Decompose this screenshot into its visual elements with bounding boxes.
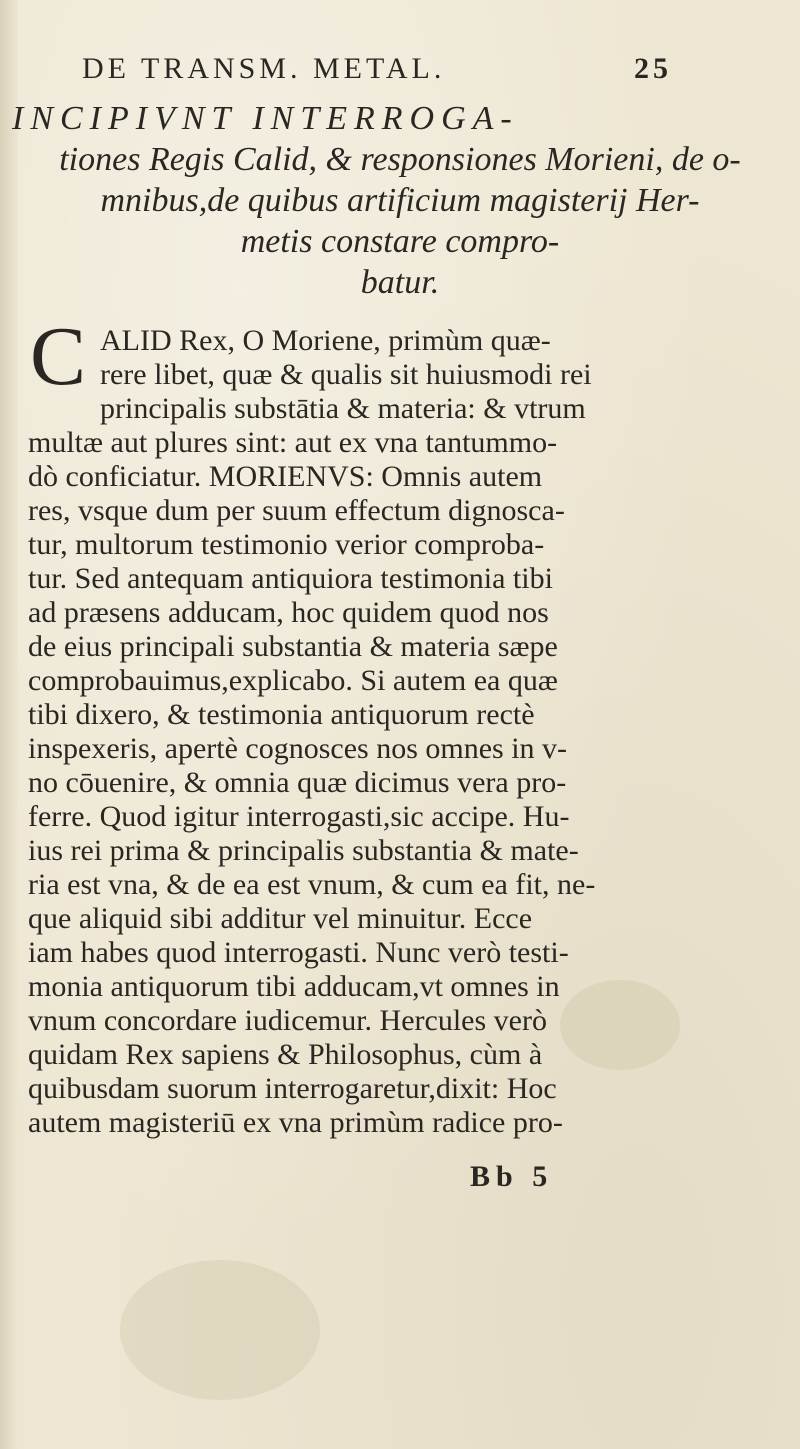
text-line: ALID Rex, O Moriene, primùm quæ- — [100, 324, 551, 357]
text-line: tur. Sed antequam antiquiora testimonia tibi — [28, 562, 553, 595]
text-line: vnum concordare iudicemur. Hercules verò — [28, 1004, 547, 1037]
text-line: monia antiquorum tibi adducam,vt omnes in — [28, 970, 560, 1003]
text-line: dò conficiatur. MORIENVS: Omnis autem — [28, 460, 543, 493]
paper-stain — [120, 1260, 320, 1400]
drop-cap: C — [30, 310, 87, 403]
text-line: ad præsens adducam, hoc quidem quod nos — [28, 596, 549, 629]
heading-line: mnibus,de quibus artificium magisterij Her- — [100, 182, 700, 219]
heading-line: tiones Regis Calid, & responsiones Morieni, de o- — [59, 141, 741, 178]
running-head-title: DE TRANSM. METAL. — [82, 52, 446, 85]
text-line: multæ aut plures sint: aut ex vna tantummo- — [28, 426, 558, 459]
text-line: no cōuenire, & omnia quæ dicimus vera pro- — [28, 766, 567, 799]
heading-line: INCIPIVNT INTERROGA- — [12, 100, 519, 137]
heading-line: batur. — [360, 264, 440, 301]
running-head — [82, 52, 672, 92]
page-number: 25 — [634, 52, 672, 85]
text-line: tur, multorum testimonio verior comproba- — [28, 528, 545, 561]
text-line: quibusdam suorum interrogaretur,dixit: Hoc — [28, 1072, 557, 1105]
text-line: rere libet, quæ & qualis sit huiusmodi rei — [100, 358, 592, 391]
text-line: ferre. Quod igitur interrogasti,sic accipe. Hu- — [28, 800, 570, 833]
text-line: tibi dixero, & testimonia antiquorum rectè — [28, 698, 535, 731]
signature-mark: Bb 5 — [470, 1160, 554, 1193]
heading-line: metis constare compro- — [240, 223, 560, 260]
chapter-heading — [10, 98, 790, 303]
text-line: ria est vna, & de ea est vnum, & cum ea fit, ne- — [28, 868, 596, 901]
text-line: quidam Rex sapiens & Philosophus, cùm à — [28, 1038, 543, 1071]
text-line: comprobauimus,explicabo. Si autem ea quæ — [28, 664, 558, 697]
text-line: autem magisteriū ex vna primùm radice pro- — [28, 1106, 563, 1139]
text-line: inspexeris, apertè cognosces nos omnes in v- — [28, 732, 568, 765]
text-line: res, vsque dum per suum effectum dignosca- — [28, 494, 565, 527]
text-line: ius rei prima & principalis substantia & mate- — [28, 834, 579, 867]
text-line: iam habes quod interrogasti. Nunc verò testi- — [28, 936, 569, 969]
text-line: que aliquid sibi additur vel minuitur. Ecce — [28, 902, 533, 935]
text-line: principalis substātia & materia: & vtrum — [100, 392, 586, 425]
text-line: de eius principali substantia & materia sæpe — [28, 630, 558, 663]
body-text — [28, 310, 758, 1140]
